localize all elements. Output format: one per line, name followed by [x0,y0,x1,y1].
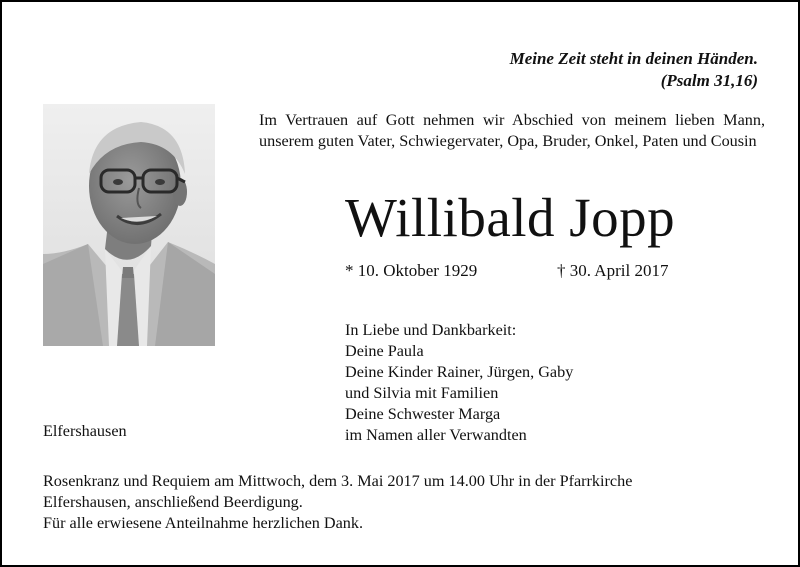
birth-date: * 10. Oktober 1929 [345,261,478,280]
place-name: Elfershausen [43,422,127,440]
intro-text: Im Vertrauen auf Gott nehmen wir Abschied von meinem lieben Mann, unserem guten Vater, Schwiegervater, Opa, Bruder, Onkel, Paten und Cousin [259,111,765,150]
mourners-line: In Liebe und Dankbarkeit: [345,321,517,339]
service-info-line: Rosenkranz und Requiem am Mittwoch, dem 3. Mai 2017 um 14.00 Uhr in der Pfarrkirche [43,472,633,490]
mourners-line: Deine Paula [345,342,424,360]
service-info-line: Elfershausen, anschließend Beerdigung. [43,493,303,511]
thanks-line: Für alle erwiesene Anteilnahme herzlichen Dank. [43,514,364,532]
deceased-name: Willibald Jopp [345,187,676,248]
psalm-quote-text: Meine Zeit steht in deinen Händen. [509,49,758,68]
psalm-quote [510,48,758,92]
mourners-line: im Namen aller Verwandten [345,426,527,444]
portrait-photo [43,104,215,346]
death-date: † 30. April 2017 [557,261,669,280]
service-info [43,471,763,534]
mourners-line: Deine Schwester Marga [345,405,501,423]
mourners-list [345,320,573,446]
portrait-photo-image [43,104,215,346]
mourners-line: und Silvia mit Familien [345,384,499,402]
mourners-line: Deine Kinder Rainer, Jürgen, Gaby [345,363,574,381]
psalm-reference: (Psalm 31,16) [660,71,758,90]
